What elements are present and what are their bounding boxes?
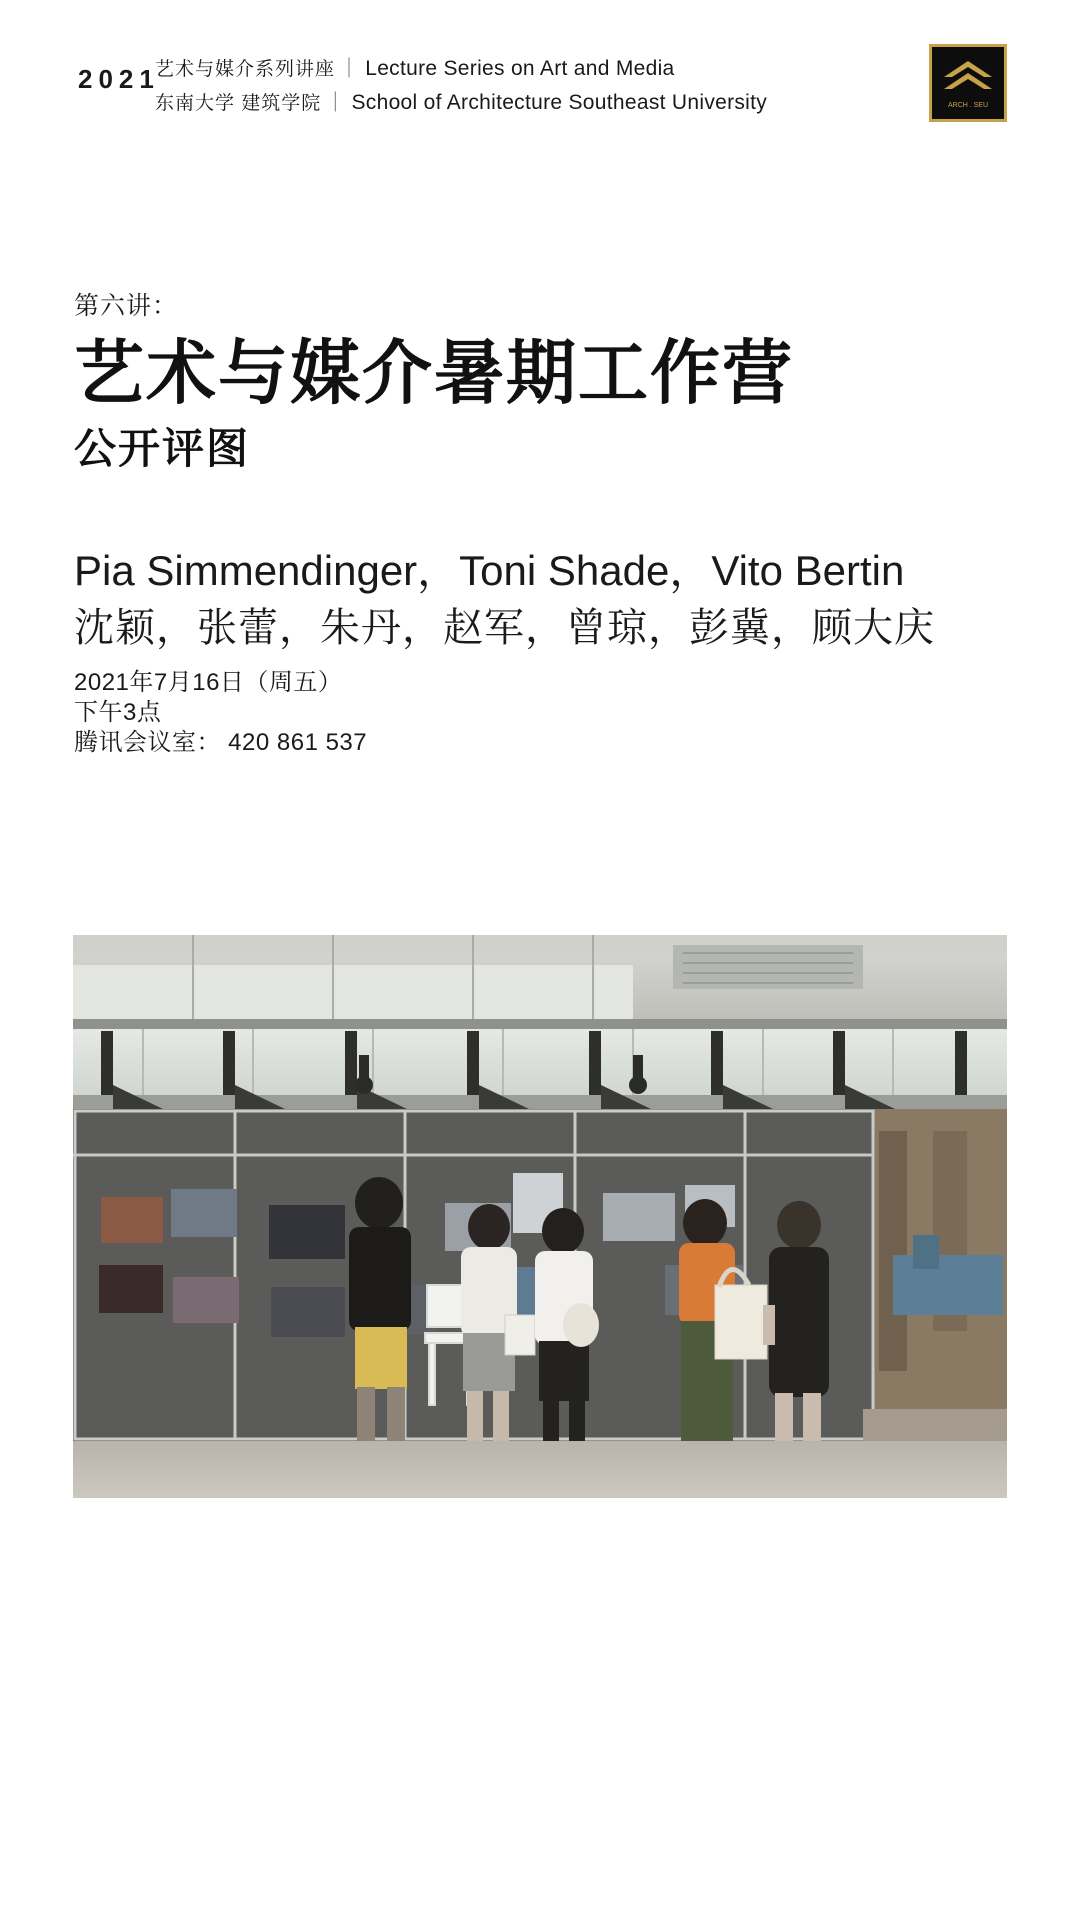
title-block (74, 286, 1020, 476)
page-title: 艺术与媒介暑期工作营 (74, 334, 794, 412)
page-subtitle: 公开评图 (74, 424, 251, 472)
lecture-number: 第六讲： (74, 292, 179, 320)
speakers-chinese: 沈颖，张蕾，朱丹，赵军，曾琼，彭冀，顾大庆 (74, 605, 935, 650)
header-line-2-en: School of Architecture Southeast University (351, 91, 768, 114)
header-separator-1: ｜ (339, 58, 360, 80)
event-info (74, 668, 367, 758)
exhibition-photo-illustration (73, 935, 1007, 1498)
meeting-room-id: 腾讯会议室： 420 861 537 (74, 729, 368, 756)
header-separator-2: ｜ (325, 92, 346, 114)
poster-header (78, 52, 1020, 142)
speakers-english: Pia Simmendinger，Toni Shade，Vito Bertin (74, 547, 905, 594)
event-time: 下午3点 (74, 699, 162, 726)
header-year: 2021 (78, 64, 160, 94)
header-text-lines (155, 52, 767, 120)
header-line-1-cn: 艺术与媒介系列讲座 (155, 59, 336, 80)
university-logo (929, 44, 1007, 122)
speakers-block (74, 545, 1030, 654)
svg-text:ARCH . SEU: ARCH . SEU (947, 102, 989, 109)
header-line-1 (155, 52, 767, 86)
logo-mark-icon (932, 47, 1004, 119)
exhibition-photo (73, 935, 1007, 1498)
header-line-1-en: Lecture Series on Art and Media (365, 57, 675, 80)
header-line-2 (155, 86, 767, 120)
header-line-2-cn: 东南大学 建筑学院 (155, 93, 322, 114)
event-date: 2021年7月16日（周五） (74, 669, 343, 696)
